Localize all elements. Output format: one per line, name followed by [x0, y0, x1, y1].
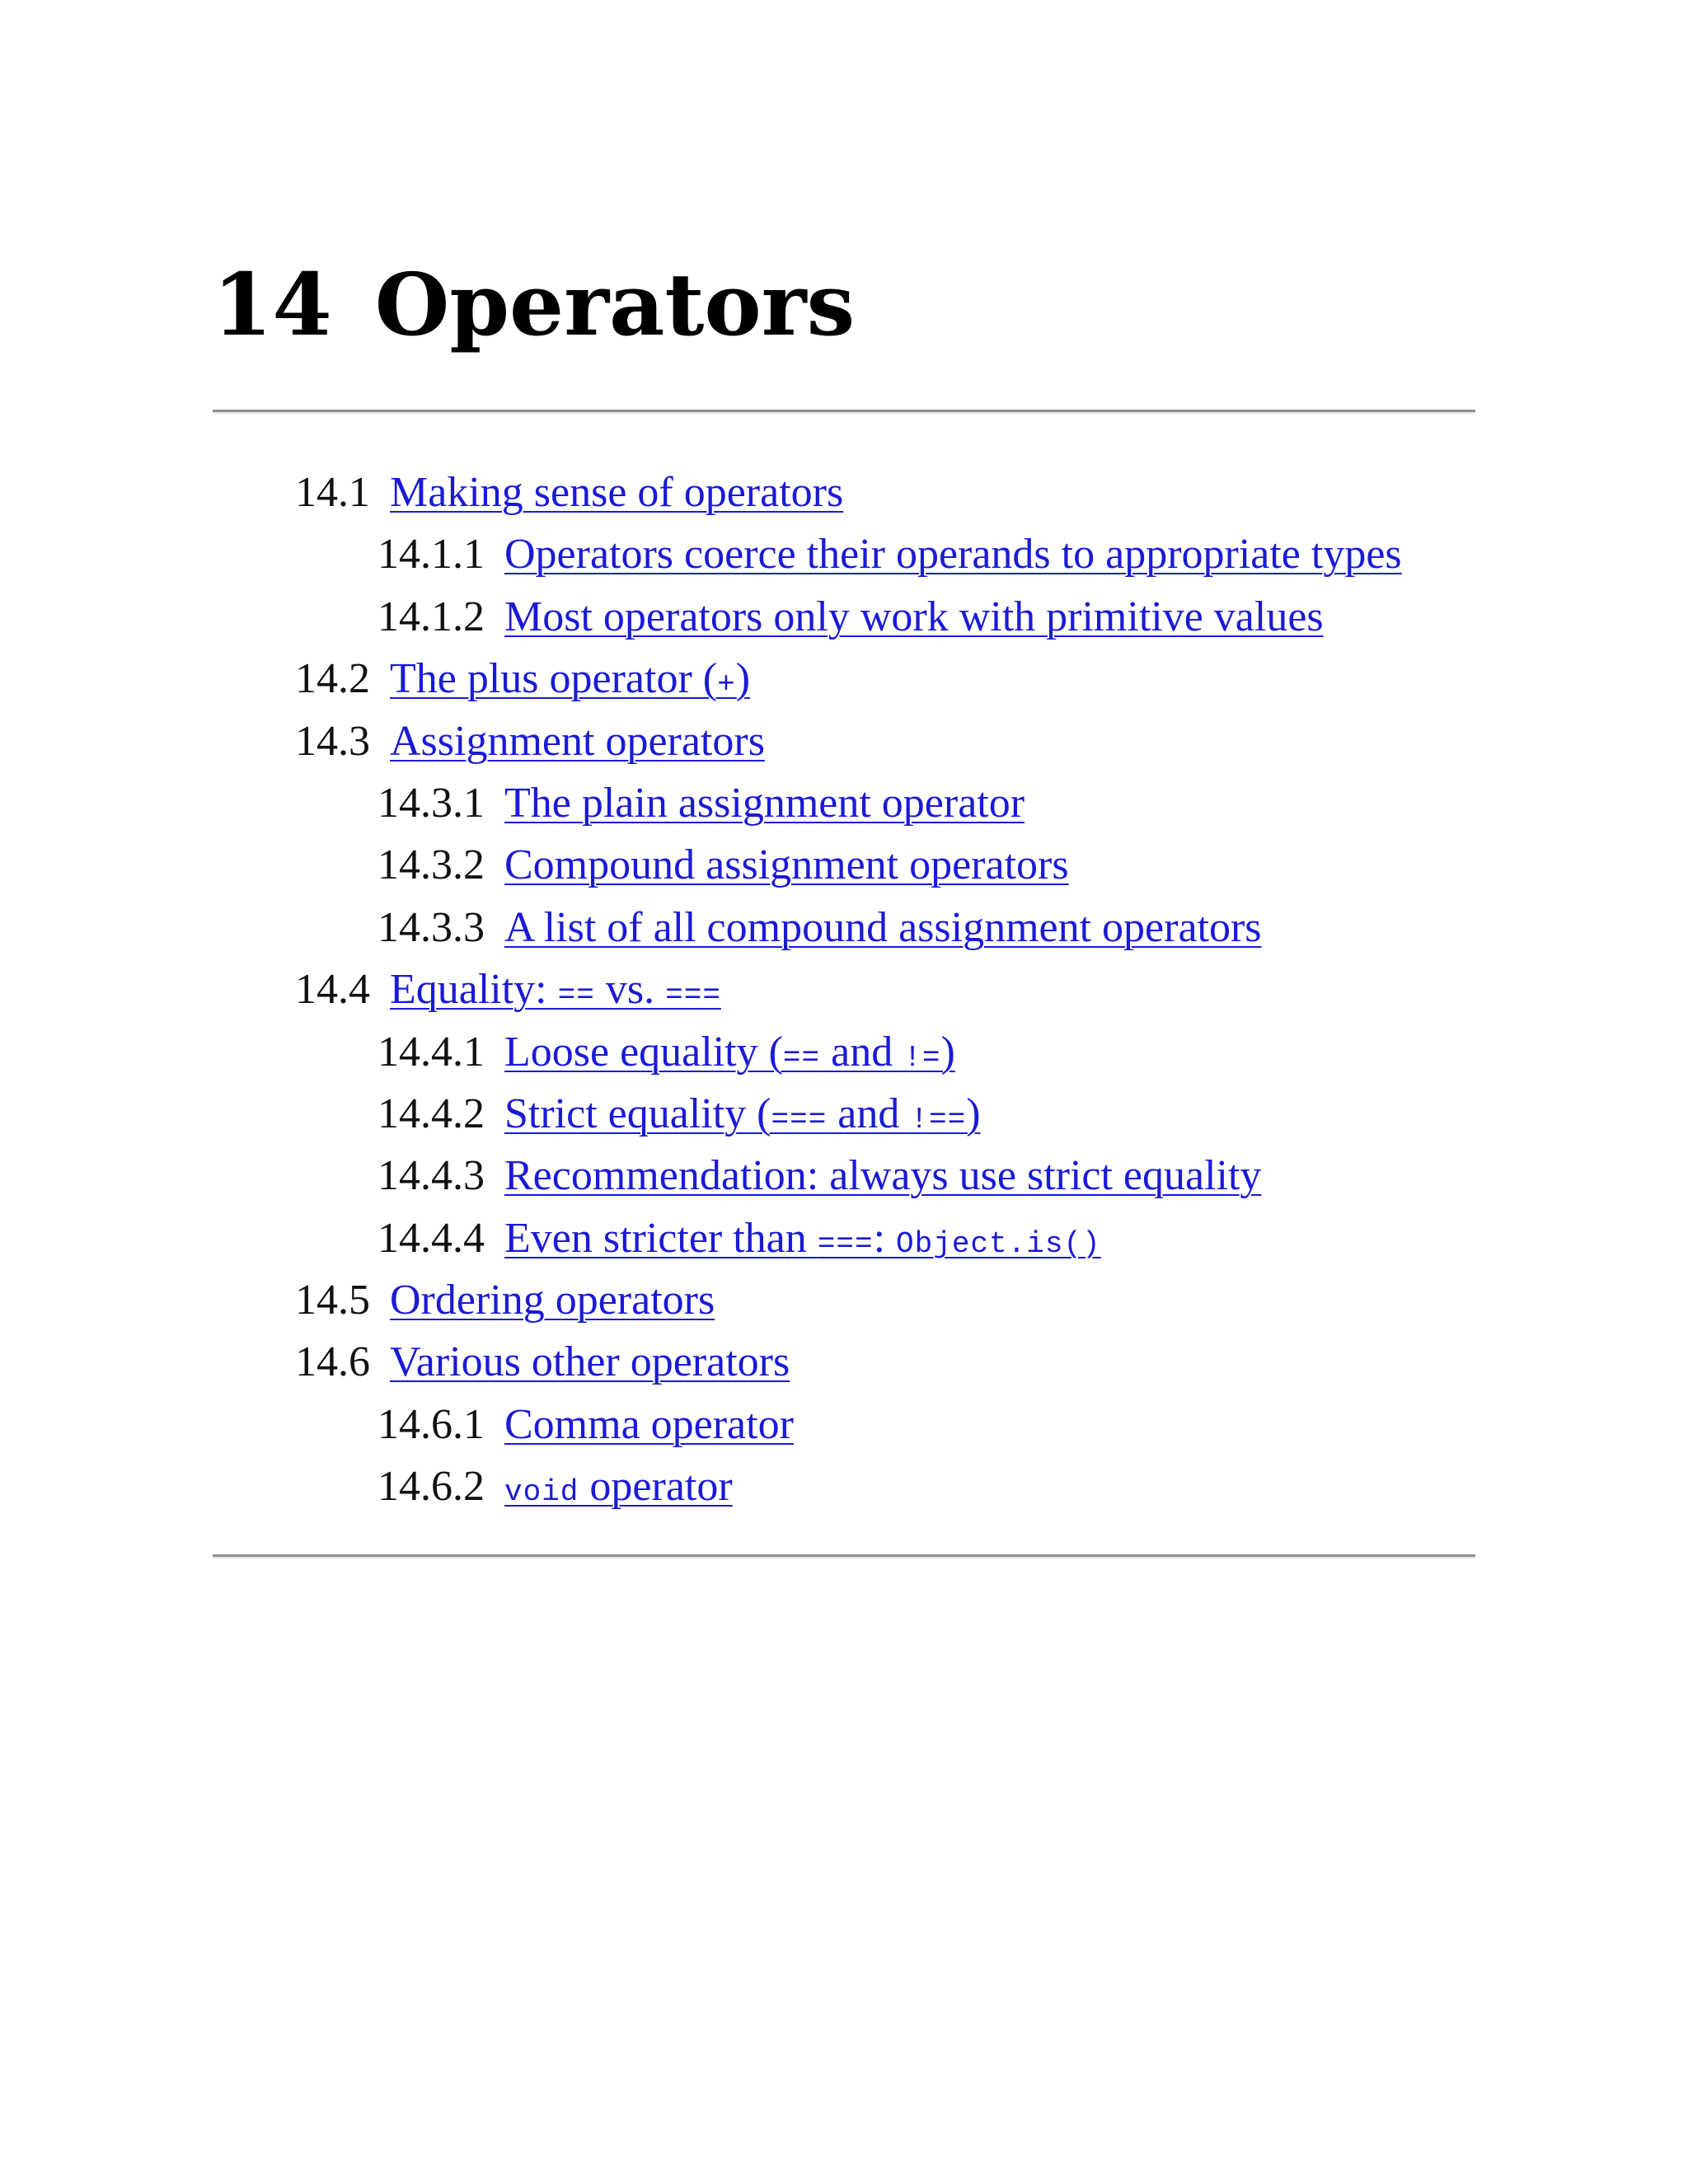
toc-item-14-1 — [295, 462, 1402, 523]
toc-link-compound-assignment-list[interactable]: A list of all compound assignment operators — [504, 903, 1262, 951]
section-number: 14.3 — [295, 717, 370, 765]
section-number: 14.4.4 — [377, 1214, 485, 1262]
section-number: 14.4.3 — [377, 1152, 485, 1200]
toc-link-operators-coerce-operands[interactable]: Operators coerce their operands to appropriate types — [504, 531, 1402, 579]
toc-link-making-sense-of-operators[interactable]: Making sense of operators — [390, 469, 844, 516]
toc-item-14-3 — [295, 710, 1402, 772]
table-of-contents — [295, 462, 1402, 1518]
chapter-title — [213, 247, 855, 363]
toc-item-14-3-3 — [295, 897, 1402, 958]
toc-link-primitive-values[interactable]: Most operators only work with primitive values — [504, 593, 1324, 640]
toc-item-14-4-2 — [295, 1083, 1402, 1145]
toc-item-14-2 — [295, 648, 1402, 710]
section-number: 14.2 — [295, 655, 370, 703]
top-divider — [213, 410, 1475, 414]
toc-link-equality[interactable]: Equality: == vs. === — [390, 966, 721, 1014]
toc-item-14-5 — [295, 1269, 1402, 1331]
section-number: 14.3.3 — [377, 903, 485, 951]
chapter-number: 14 — [213, 254, 332, 355]
toc-link-ordering-operators[interactable]: Ordering operators — [390, 1277, 715, 1324]
toc-link-assignment-operators[interactable]: Assignment operators — [390, 717, 765, 765]
section-number: 14.4.2 — [377, 1090, 485, 1137]
toc-item-14-6-1 — [295, 1394, 1402, 1455]
toc-link-various-operators[interactable]: Various other operators — [390, 1338, 790, 1386]
chapter-title-text: Operators — [374, 254, 856, 355]
toc-link-compound-assignment[interactable]: Compound assignment operators — [504, 841, 1069, 889]
toc-link-plus-operator[interactable]: The plus operator (+) — [390, 655, 751, 703]
section-number: 14.6.1 — [377, 1400, 485, 1448]
section-number: 14.1.2 — [377, 593, 485, 640]
toc-item-14-1-1 — [295, 523, 1402, 585]
section-number: 14.6.2 — [377, 1463, 485, 1511]
section-number: 14.3.2 — [377, 841, 485, 889]
toc-link-void-operator[interactable]: void operator — [504, 1463, 733, 1511]
section-number: 14.3.1 — [377, 779, 485, 827]
toc-item-14-4-3 — [295, 1145, 1402, 1207]
toc-link-plain-assignment[interactable]: The plain assignment operator — [504, 779, 1025, 827]
toc-item-14-6-2 — [295, 1455, 1402, 1517]
section-number: 14.4.1 — [377, 1028, 485, 1076]
toc-item-14-3-2 — [295, 834, 1402, 896]
toc-item-14-4-1 — [295, 1021, 1402, 1083]
toc-link-loose-equality[interactable]: Loose equality (== and !=) — [504, 1028, 955, 1076]
toc-item-14-6 — [295, 1331, 1402, 1393]
toc-link-comma-operator[interactable]: Comma operator — [504, 1400, 794, 1448]
toc-item-14-3-1 — [295, 772, 1402, 834]
bottom-divider — [213, 1554, 1475, 1558]
toc-link-object-is[interactable]: Even stricter than ===: Object.is() — [504, 1214, 1101, 1262]
section-number: 14.6 — [295, 1338, 370, 1386]
toc-link-recommendation[interactable]: Recommendation: always use strict equality — [504, 1152, 1262, 1200]
toc-link-strict-equality[interactable]: Strict equality (=== and !==) — [504, 1090, 981, 1137]
section-number: 14.5 — [295, 1277, 370, 1324]
section-number: 14.1 — [295, 469, 370, 516]
toc-item-14-4-4 — [295, 1207, 1402, 1269]
toc-item-14-4 — [295, 958, 1402, 1020]
section-number: 14.4 — [295, 966, 370, 1014]
toc-item-14-1-2 — [295, 586, 1402, 648]
section-number: 14.1.1 — [377, 531, 485, 579]
